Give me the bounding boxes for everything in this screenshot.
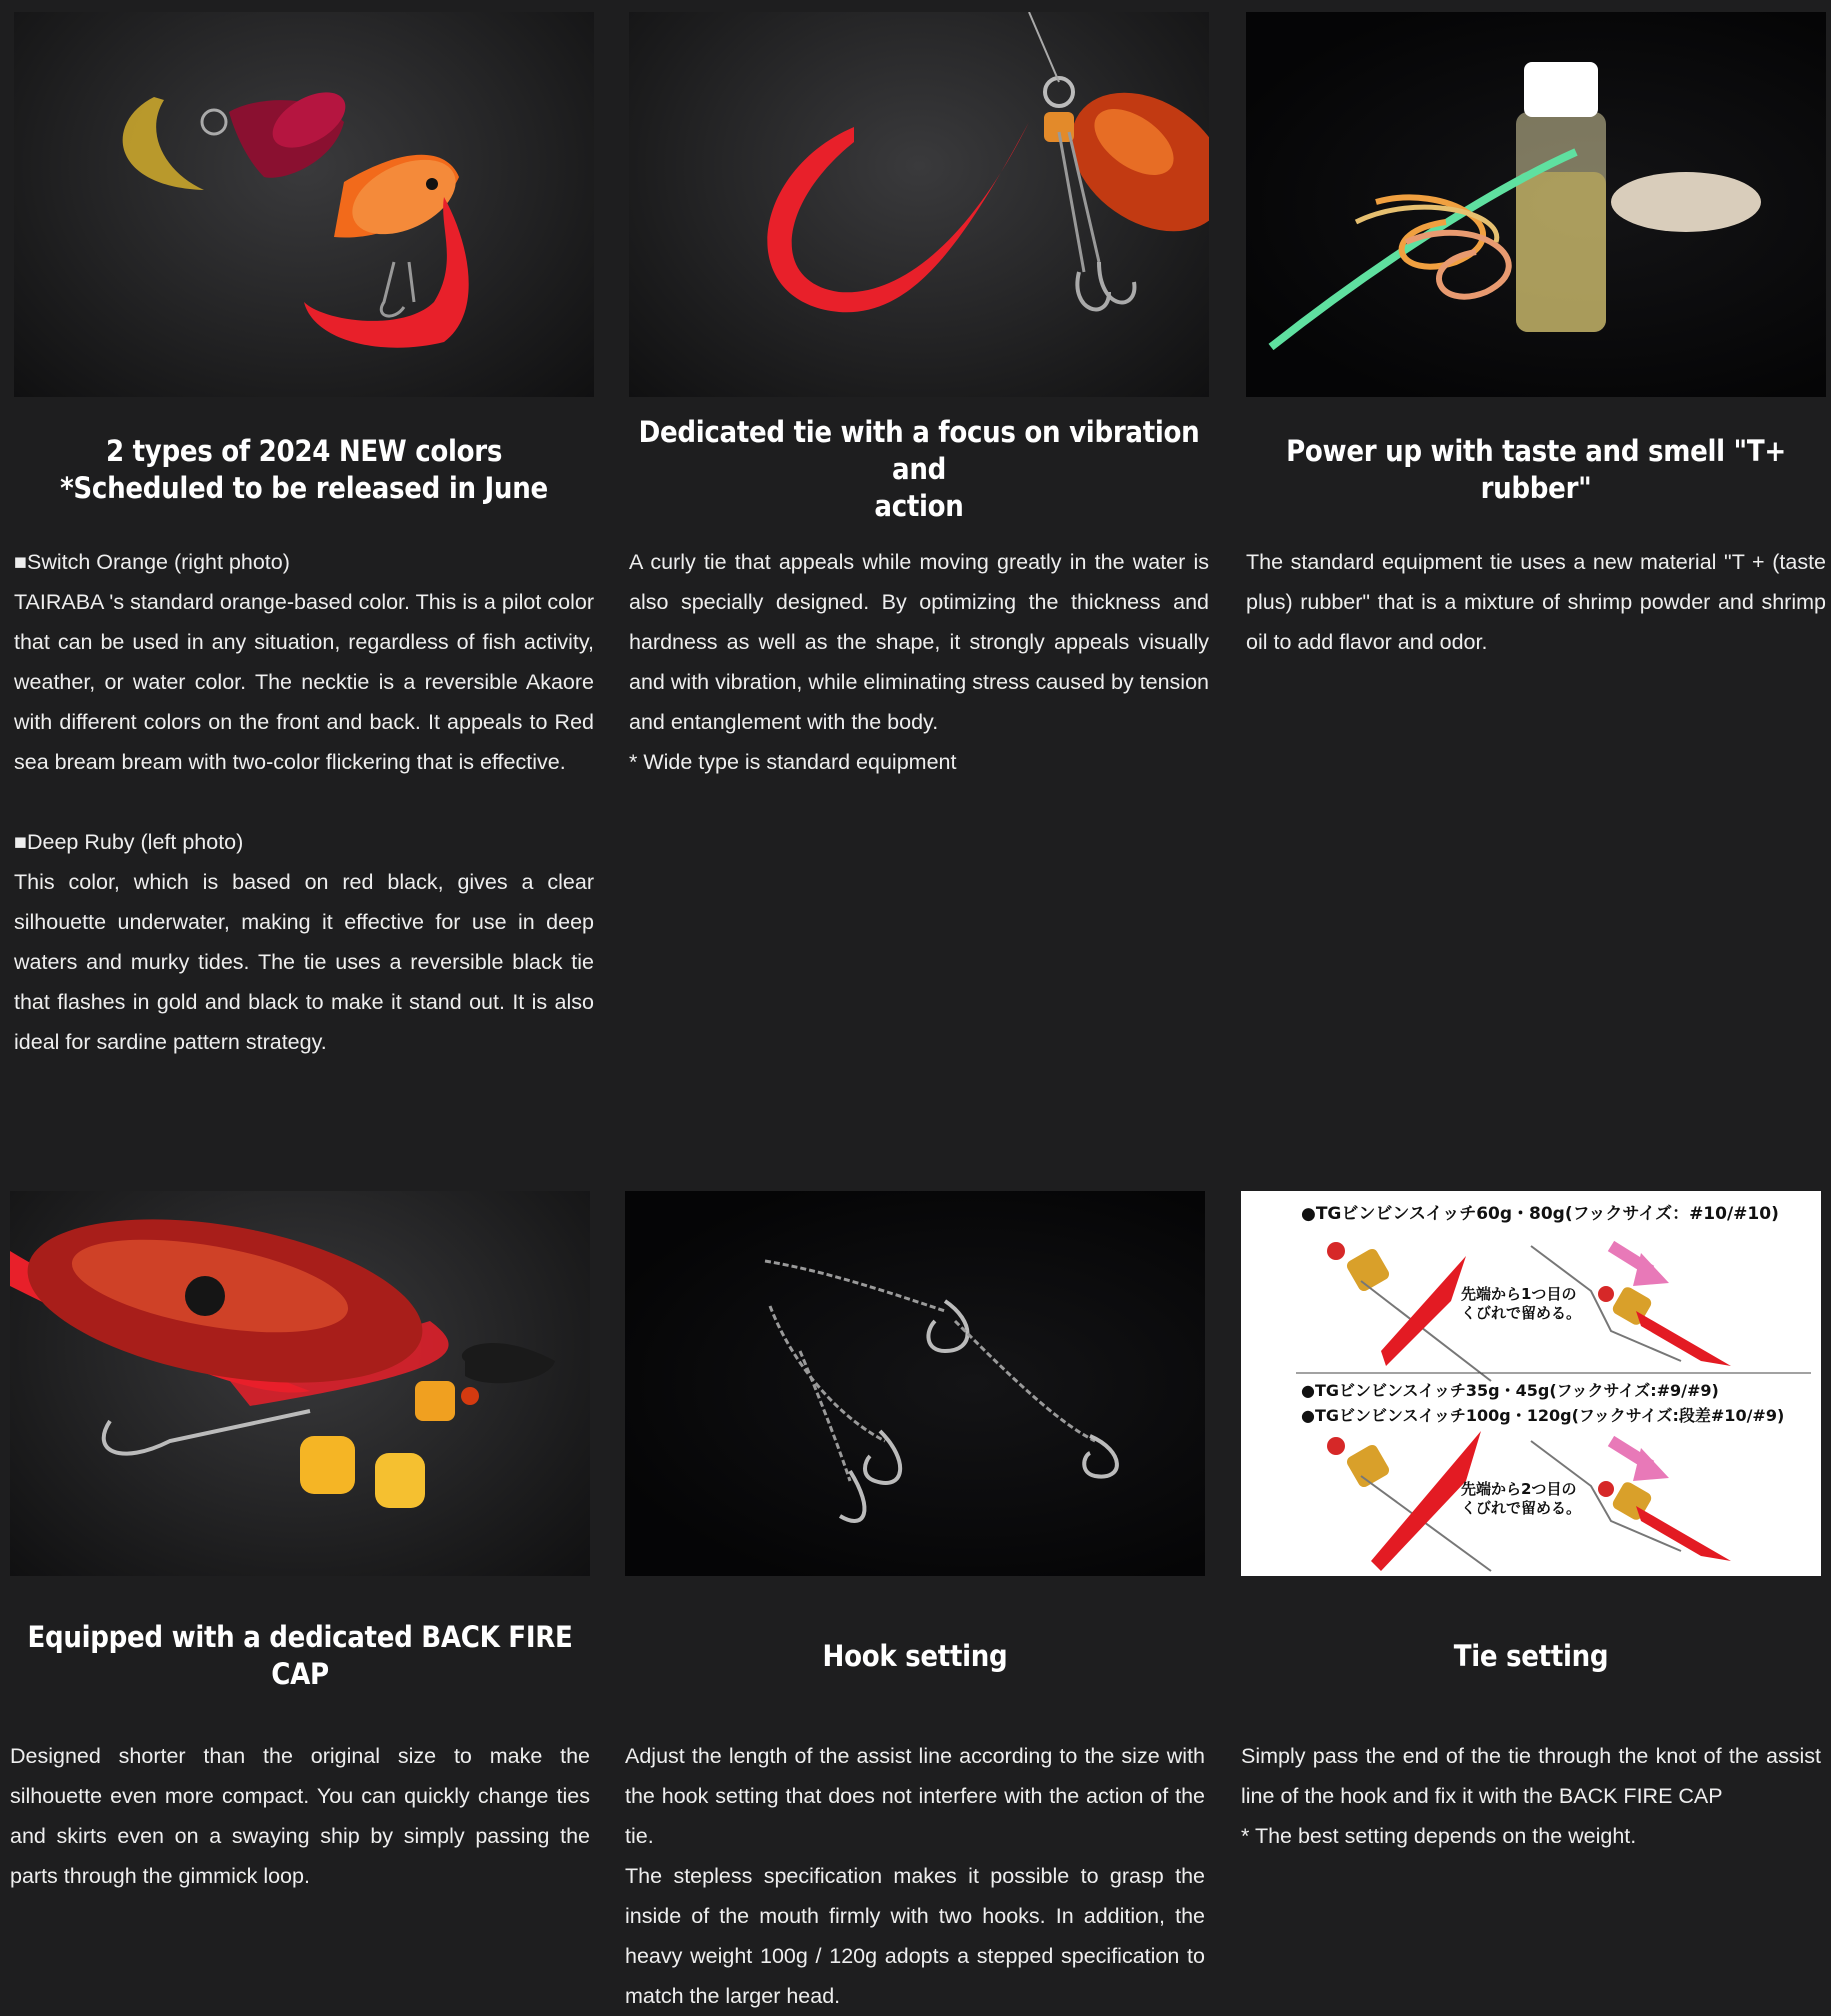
feature-card-dedicated-tie [629, 12, 1209, 782]
t-plus-rubber-title [1246, 397, 1826, 542]
diagram-top-label: ●TGビンビンスイッチ60g・80g(フックサイズ：#10/#10) [1301, 1204, 1779, 1224]
curly-tie-illustration [629, 12, 1209, 397]
feature-card-tie-setting [1241, 1191, 1821, 1856]
feature-card-t-plus-rubber [1246, 12, 1826, 662]
deep-ruby-text: This color, which is based on red black, gives a clear silhouette underwater, making it effective for use in deep waters and murky tides. The tie uses a reversible black tie that flashes in gold and black to make it stand out. It is also ideal for sardine pattern strategy. [14, 870, 594, 1054]
new-colors-title [14, 397, 594, 542]
new-colors-title-line-2: *Scheduled to be released in June [60, 470, 548, 505]
dedicated-tie-text: A curly tie that appeals while moving greatly in the water is also specially designed. By optimizing the thickness and hardness as well as the shape, it strongly appeals visually and with vibration, while eliminating stress caused by tension and entanglement with the body. [629, 550, 1209, 734]
back-fire-cap-body [10, 1736, 590, 1896]
tie-setting-diagram [1241, 1191, 1821, 1576]
diagram-top-note-1: 先端から1つ目の [1461, 1285, 1577, 1303]
dedicated-tie-photo [629, 12, 1209, 397]
diagram-top-note-2: くびれで留める。 [1461, 1304, 1582, 1322]
tie-setting-illustration [1241, 1191, 1821, 1576]
t-plus-rubber-text: The standard equipment tie uses a new material "T + (taste plus) rubber" that is a mixture of shrimp powder and shrimp oil to add flavor and odor. [1246, 550, 1826, 654]
back-fire-cap-photo [10, 1191, 590, 1576]
diagram-mid-label-2: ●TGビンビンスイッチ100g・120g(フックサイズ:段差#10/#9) [1301, 1406, 1785, 1425]
deep-ruby-heading: ■Deep Ruby (left photo) [14, 830, 244, 854]
bottle-and-rubber-illustration [1246, 12, 1826, 397]
dedicated-tie-title-line-2: action [874, 489, 964, 523]
t-plus-rubber-photo [1246, 12, 1826, 397]
hooks-illustration [625, 1191, 1205, 1576]
dedicated-tie-title [629, 397, 1209, 542]
back-fire-cap-illustration [10, 1191, 590, 1576]
diagram-bottom-note-1: 先端から2つ目の [1461, 1480, 1577, 1498]
switch-orange-text: TAIRABA 's standard orange-based color. This is a pilot color that can be used in any situation, regardless of fish activity, weather, or water color. The necktie is a reversible Akaore with different colors on the front and back. It appeals to Red sea bream bream with two-color flickering that is effective. [14, 590, 594, 774]
hook-setting-photo [625, 1191, 1205, 1576]
new-colors-body [14, 542, 594, 1062]
hook-setting-text-2: The stepless specification makes it possible to grasp the inside of the mouth firmly with two hooks. In addition, the heavy weight 100g / 120g adopts a stepped specification to match the larger head. [625, 1864, 1205, 2008]
tie-setting-title-line-1: Tie setting [1453, 1638, 1609, 1673]
t-plus-rubber-title-line-1: Power up with taste and smell "T+ rubber" [1286, 433, 1786, 505]
new-colors-title-line-1: 2 types of 2024 NEW colors [105, 433, 503, 468]
tie-setting-title [1241, 1576, 1821, 1736]
dedicated-tie-body [629, 542, 1209, 782]
dedicated-tie-note: * Wide type is standard equipment [629, 750, 957, 774]
lures-illustration [14, 12, 594, 397]
back-fire-cap-title-line-1: Equipped with a dedicated BACK FIRE CAP [27, 1620, 573, 1691]
feature-card-new-colors [14, 12, 594, 1062]
dedicated-tie-title-line-1: Dedicated tie with a focus on vibration and [638, 415, 1200, 486]
t-plus-rubber-body [1246, 542, 1826, 662]
hook-setting-title-line-1: Hook setting [822, 1638, 1008, 1673]
switch-orange-heading: ■Switch Orange (right photo) [14, 550, 290, 574]
diagram-bottom-note-2: くびれで留める。 [1461, 1499, 1582, 1517]
tie-setting-text: Simply pass the end of the tie through the knot of the assist line of the hook and fix it with the BACK FIRE CAP [1241, 1744, 1821, 1808]
tie-setting-body [1241, 1736, 1821, 1856]
hook-setting-body [625, 1736, 1205, 2016]
back-fire-cap-text: Designed shorter than the original size to make the silhouette even more compact. You can quickly change ties and skirts even on a swaying ship by simply passing the parts through the gimmick loop. [10, 1744, 590, 1888]
tie-setting-note: * The best setting depends on the weight. [1241, 1824, 1637, 1848]
back-fire-cap-title [10, 1576, 590, 1736]
feature-card-back-fire-cap [10, 1191, 590, 1896]
new-colors-photo [14, 12, 594, 397]
feature-card-hook-setting [625, 1191, 1205, 2016]
hook-setting-title [625, 1576, 1205, 1736]
diagram-mid-label-1: ●TGビンビンスイッチ35g・45g(フックサイズ:#9/#9) [1301, 1381, 1719, 1400]
hook-setting-text-1: Adjust the length of the assist line according to the size with the hook setting that does not interfere with the action of the tie. [625, 1744, 1205, 1848]
